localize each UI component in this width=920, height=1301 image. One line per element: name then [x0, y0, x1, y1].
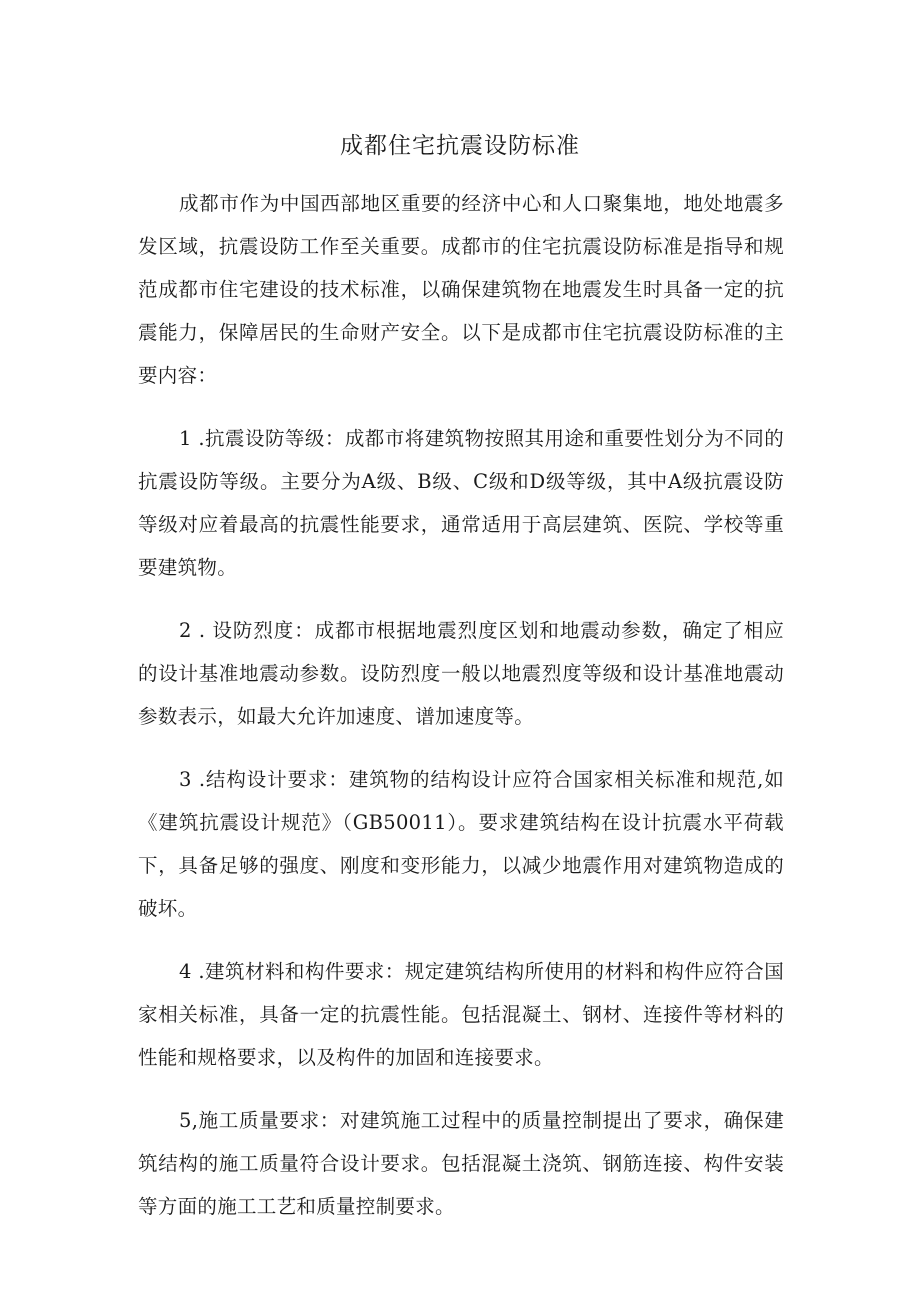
item-5-construction-quality: 5,施工质量要求：对建筑施工过程中的质量控制提出了要求，确保建筑结构的施工质量符合设计要求。包括混凝土浇筑、钢筋连接、构件安装等方面的施工工艺和质量控制要求。: [138, 1109, 784, 1218]
item-1-seismic-grade: 1 .抗震设防等级：成都市将建筑物按照其用途和重要性划分为不同的抗震设防等级。主要分为A级、B级、C级和D级等级，其中A级抗震设防等级对应着最高的抗震性能要求，通常适用于高层建筑、医院、学校等重要建筑物。: [138, 427, 784, 579]
item-4-materials-components: 4 .建筑材料和构件要求：规定建筑结构所使用的材料和构件应符合国家相关标准，具备一定的抗震性能。包括混凝土、钢材、连接件等材料的性能和规格要求，以及构件的加固和连接要求。: [138, 960, 784, 1069]
document-title: 成都住宅抗震设防标准: [340, 133, 580, 159]
intro-paragraph: 成都市作为中国西部地区重要的经济中心和人口聚集地，地处地震多发区域，抗震设防工作至关重要。成都市的住宅抗震设防标准是指导和规范成都市住宅建设的技术标准，以确保建筑物在地震发生时具备一定的抗震能力，保障居民的生命财产安全。以下是成都市住宅抗震设防标准的主要内容：: [138, 192, 784, 387]
document-body: [138, 182, 784, 1248]
item-3-structural-design: 3 .结构设计要求：建筑物的结构设计应符合国家相关标准和规范,如《建筑抗震设计规范》（GB50011）。要求建筑结构在设计抗震水平荷载下，具备足够的强度、刚度和变形能力，以减少地震作用对建筑物造成的破坏。: [138, 768, 784, 920]
item-2-fortification-intensity: 2 . 设防烈度：成都市根据地震烈度区划和地震动参数，确定了相应的设计基准地震动参数。设防烈度一般以地震烈度等级和设计基准地震动参数表示，如最大允许加速度、谱加速度等。: [138, 619, 784, 728]
